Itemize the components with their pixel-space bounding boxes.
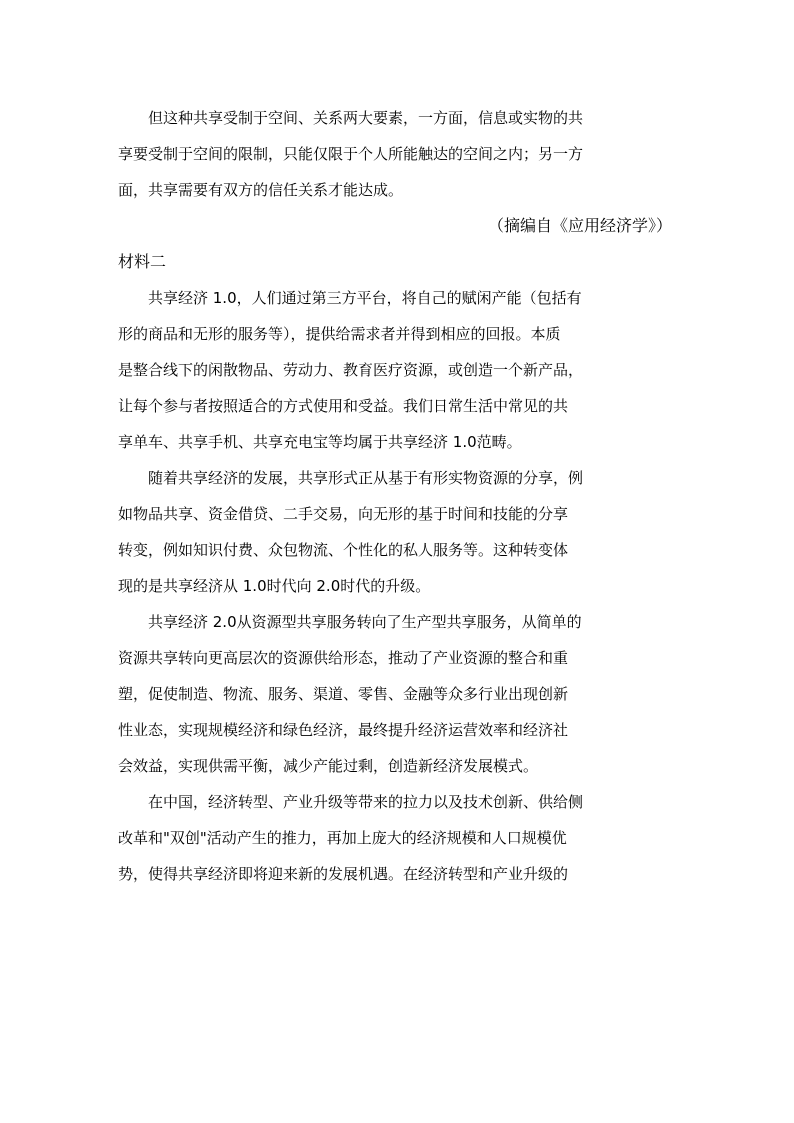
paragraph-sharing-economy-1-0 [118, 280, 674, 460]
text-line: 共享经济 2.0从资源型共享服务转向了生产型共享服务，从简单的 [148, 613, 582, 631]
text-line: 如物品共享、资金借贷、二手交易，向无形的基于时间和技能的分享 [118, 505, 569, 523]
text-line: 享单车、共享手机、共享充电宝等均属于共享经济 1.0范畴。 [118, 433, 522, 451]
text-line: 享要受制于空间的限制，只能仅限于个人所能触达的空间之内；另一方 [118, 145, 584, 163]
text-line: 改革和"双创"活动产生的推力，再加上庞大的经济规模和人口规模优 [118, 829, 567, 847]
document-body [118, 100, 674, 892]
text-line: 性业态，实现规模经济和绿色经济，最终提升经济运营效率和经济社 [118, 721, 569, 739]
text-line: 形的商品和无形的服务等），提供给需求者并得到相应的回报。本质 [118, 325, 561, 343]
text-line: 资源共享转向更高层次的资源供给形态，推动了产业资源的整合和重 [118, 649, 569, 667]
text-line: 是整合线下的闲散物品、劳动力、教育医疗资源，或创造一个新产品， [118, 361, 584, 379]
text-line: 转变，例如知识付费、众包物流、个性化的私人服务等。这种转变体 [118, 541, 569, 559]
text-line: 会效益，实现供需平衡，减少产能过剩，创造新经济发展模式。 [118, 757, 539, 775]
text-line: 现的是共享经济从 1.0时代向 2.0时代的升级。 [118, 577, 431, 595]
text-line: 塑，促使制造、物流、服务、渠道、零售、金融等众多行业出现创新 [118, 685, 569, 703]
text-line: 势，使得共享经济即将迎来新的发展机遇。在经济转型和产业升级的 [118, 865, 569, 883]
paragraph-sharing-transition [118, 460, 674, 604]
text-line: 共享经济 1.0，人们通过第三方平台，将自己的赋闲产能（包括有 [148, 289, 582, 307]
text-line: 面，共享需要有双方的信任关系才能达成。 [118, 181, 404, 199]
text-line: 让每个参与者按照适合的方式使用和受益。我们日常生活中常见的共 [118, 397, 569, 415]
paragraph-sharing-economy-2-0 [118, 604, 674, 784]
paragraph-constraints [118, 100, 674, 208]
section-heading-material-two: 材料二 [118, 252, 167, 271]
source-citation: （摘编自《应用经济学》） [487, 216, 672, 235]
paragraph-china-opportunity [118, 784, 674, 892]
text-line: 随着共享经济的发展，共享形式正从基于有形实物资源的分享，例 [148, 469, 584, 487]
text-line: 在中国，经济转型、产业升级等带来的拉力以及技术创新、供给侧 [148, 793, 584, 811]
text-line: 但这种共享受制于空间、关系两大要素，一方面，信息或实物的共 [148, 109, 584, 127]
